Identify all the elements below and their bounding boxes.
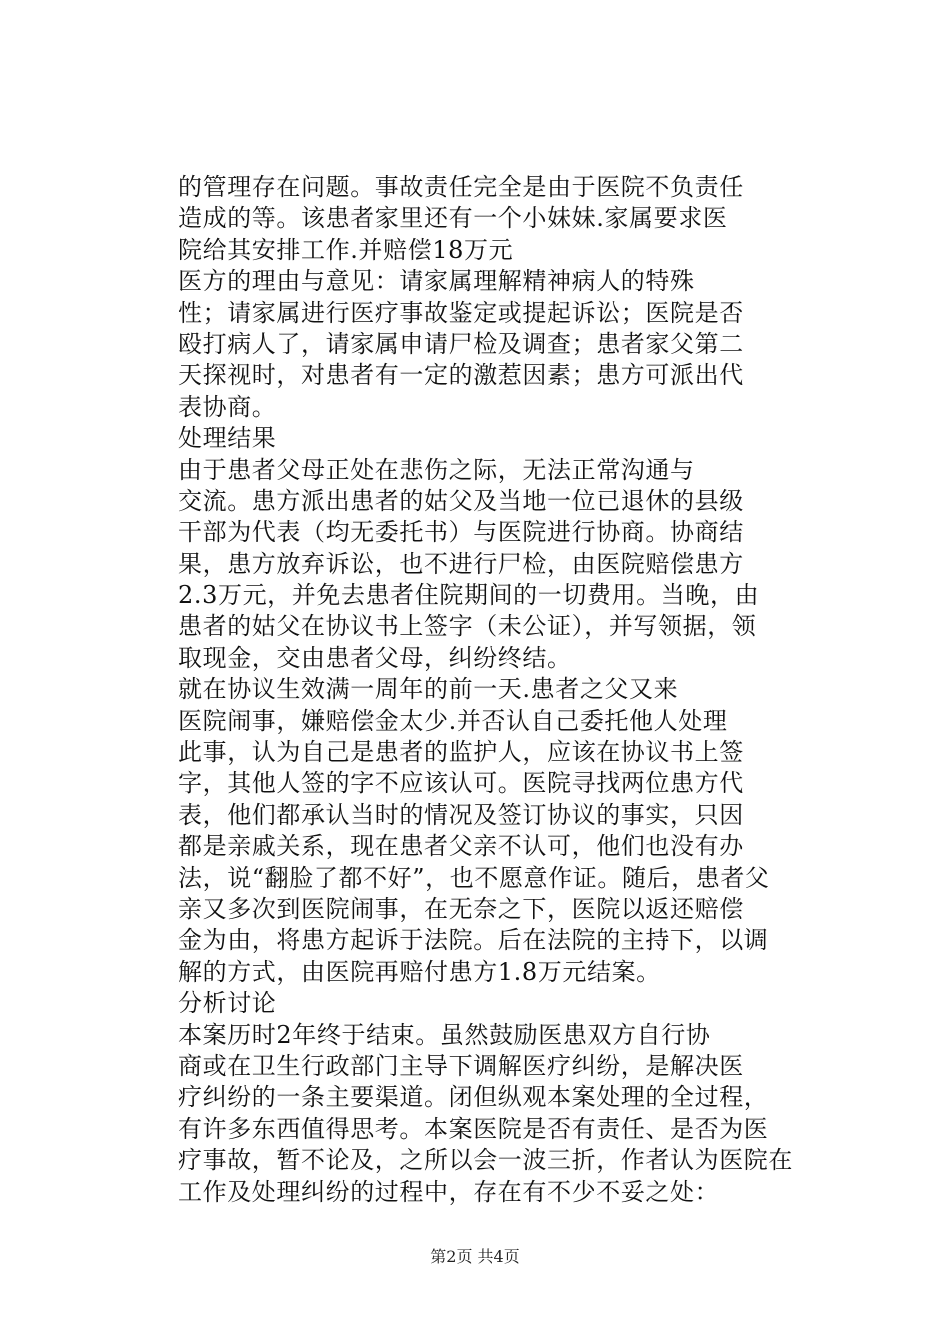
page-indicator: 第2页 共4页: [430, 1247, 520, 1266]
section-heading: 处理结果: [178, 424, 277, 453]
section-heading: 分析讨论: [178, 989, 277, 1018]
text-line: 此事，认为自己是患者的监护人，应该在协议书上签: [178, 738, 744, 767]
text-line: 造成的等。该患者家里还有一个小妹妹.家属要求医: [178, 204, 728, 233]
document-body: [178, 172, 828, 1208]
text-line: 患者的姑父在协议书上签字（未公证），并写领据，领: [178, 612, 757, 641]
text-line: 取现金，交由患者父母，纠纷终结。: [178, 643, 572, 672]
text-line: 交流。患方派出患者的姑父及当地一位已退休的县级: [178, 486, 744, 515]
text-line: 字，其他人签的字不应该认可。医院寻找两位患方代: [178, 769, 744, 798]
text-line: 疗事故，暂不论及，之所以会一波三折，作者认为医院在: [178, 1146, 793, 1175]
text-line: 商或在卫生行政部门主导下调解医疗纠纷，是解决医: [178, 1051, 744, 1080]
text-line: 性；请家属进行医疗事故鉴定或提起诉讼；医院是否: [178, 298, 744, 327]
text-line: 表协商。: [178, 392, 277, 421]
text-line: 本案历时2年终于结束。虽然鼓励医患双方自行协: [178, 1020, 711, 1049]
text-line: 天探视时，对患者有一定的激惹因素；患方可派出代: [178, 361, 744, 390]
text-line: 由于患者父母正处在悲伤之际，无法正常沟通与: [178, 455, 695, 484]
text-line: 的管理存在问题。事故责任完全是由于医院不负责任: [178, 173, 744, 201]
text-line: 2.3万元，并免去患者住院期间的一切费用。当晚，由: [178, 581, 760, 610]
text-line: 果，患方放弃诉讼，也不进行尸检，由医院赔偿患方: [178, 549, 744, 578]
text-line: 疗纠纷的一条主要渠道。闭但纵观本案处理的全过程，: [178, 1083, 769, 1112]
text-line: 干部为代表（均无委托书）与医院进行协商。协商结: [178, 518, 744, 547]
text-line: 院给其安排工作.并赔偿18万元: [178, 235, 514, 264]
text-line: 法，说“翻脸了都不好”，也不愿意作证。随后，患者父: [178, 863, 770, 892]
text-line: 金为由，将患方起诉于法院。后在法院的主持下，以调: [178, 926, 769, 955]
text-line: 解的方式，由医院再赔付患方1.8万元结案。: [178, 957, 661, 986]
text-line: 都是亲戚关系，现在患者父亲不认可，他们也没有办: [178, 832, 744, 861]
text-line: 殴打病人了，请家属申请尸检及调查；患者家父第二: [178, 329, 744, 358]
page-footer: [0, 1244, 950, 1267]
text-line: 医方的理由与意见：请家属理解精神病人的特殊: [178, 267, 695, 296]
text-line: 医院闹事，嫌赔偿金太少.并否认自己委托他人处理: [178, 706, 728, 735]
text-line: 表，他们都承认当时的情况及签订协议的事实，只因: [178, 800, 744, 829]
text-line: 就在协议生效满一周年的前一天.患者之父又来: [178, 675, 679, 704]
text-line: 工作及处理纠纷的过程中，存在有不少不妥之处：: [178, 1177, 720, 1206]
text-line: 有许多东西值得思考。本案医院是否有责任、是否为医: [178, 1114, 769, 1143]
text-line: 亲又多次到医院闹事，在无奈之下，医院以返还赔偿: [178, 894, 744, 923]
